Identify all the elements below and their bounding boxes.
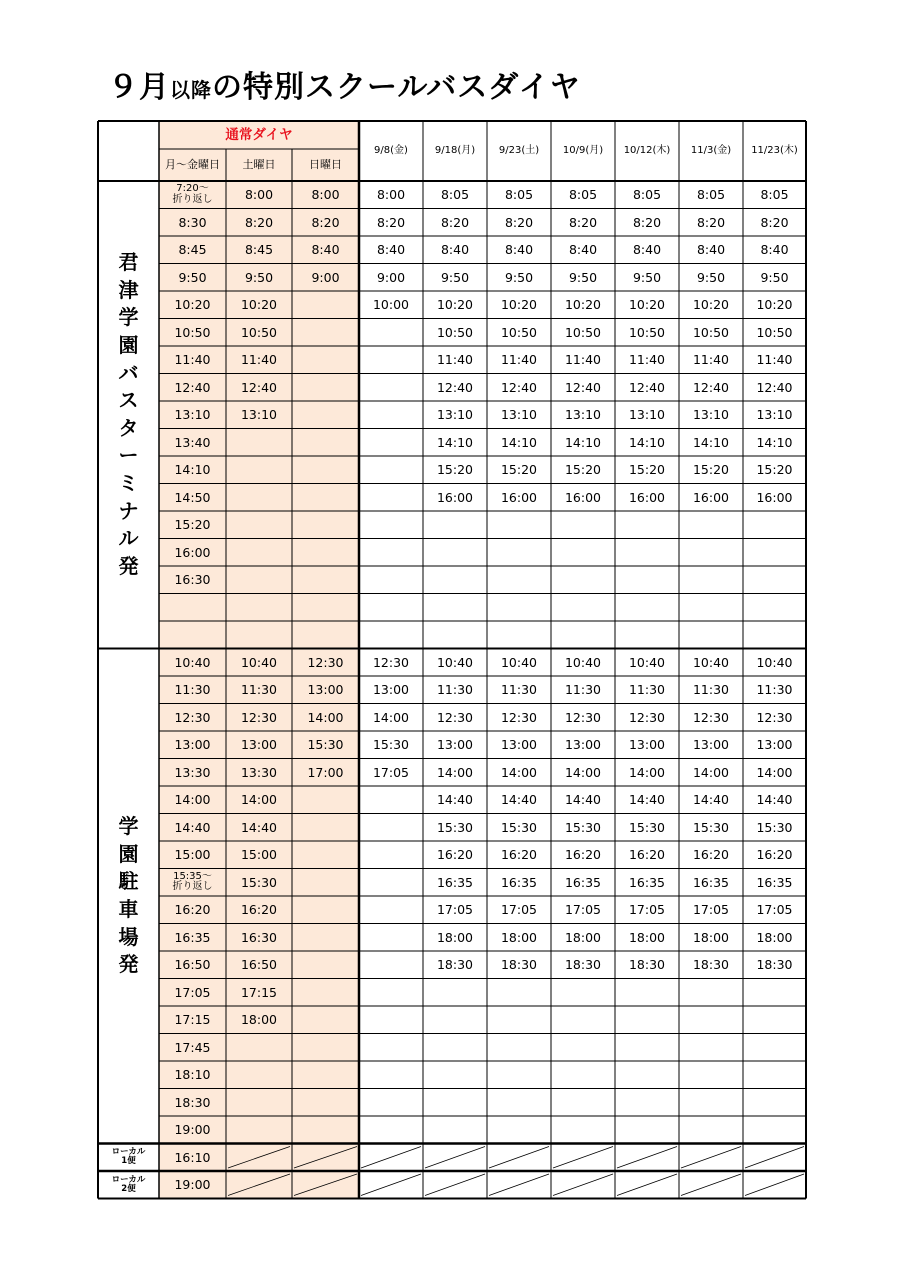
terminal-time: 16:00 <box>564 489 602 505</box>
local-slash <box>489 1174 549 1196</box>
terminal-time: 13:10 <box>240 407 278 423</box>
local-label <box>98 1144 159 1172</box>
terminal-time: 15:20 <box>564 462 602 478</box>
parking-time: 10:40 <box>756 654 793 670</box>
parking-time: 16:50 <box>240 957 278 973</box>
terminal-time: 8:40 <box>311 242 340 258</box>
terminal-time: 9:50 <box>244 269 274 285</box>
terminal-time: 8:45 <box>244 242 274 258</box>
terminal-time: 16:00 <box>174 544 211 560</box>
local-slash <box>553 1174 613 1196</box>
parking-time: 14:00 <box>564 764 602 780</box>
terminal-time: 12:40 <box>500 379 538 395</box>
terminal-time: 14:10 <box>756 434 793 450</box>
parking-time: 14:40 <box>240 819 278 835</box>
parking-time: 18:30 <box>174 1094 211 1110</box>
header-special-date: 9/8(金) <box>374 144 408 156</box>
parking-time: 16:20 <box>240 902 278 918</box>
parking-time: 18:00 <box>436 929 474 945</box>
parking-time: 10:40 <box>240 654 278 670</box>
parking-time: 14:40 <box>500 792 538 808</box>
cell-text-line: 折り返し <box>172 881 213 893</box>
label-char: ナ <box>118 498 139 523</box>
terminal-time: 8:00 <box>244 187 274 203</box>
terminal-time: 10:20 <box>174 297 211 313</box>
parking-time: 15:30 <box>692 819 730 835</box>
terminal-time: 11:40 <box>240 352 278 368</box>
terminal-time: 15:20 <box>692 462 730 478</box>
parking-time: 12:30 <box>628 709 666 725</box>
label-char: 場 <box>118 924 139 949</box>
header-normal-col: 日曜日 <box>309 158 342 172</box>
local-slash <box>745 1147 804 1169</box>
local-slash <box>745 1174 804 1196</box>
parking-time: 11:30 <box>436 682 474 698</box>
parking-time: 14:00 <box>500 764 538 780</box>
parking-time: 10:40 <box>174 654 211 670</box>
terminal-time: 16:00 <box>756 489 793 505</box>
terminal-time: 8:05 <box>504 187 534 203</box>
terminal-time: 16:00 <box>628 489 666 505</box>
parking-time: 14:40 <box>628 792 666 808</box>
label-char: 園 <box>118 332 139 357</box>
terminal-time: 13:10 <box>628 407 666 423</box>
parking-time: 16:20 <box>564 847 602 863</box>
parking-time: 13:00 <box>756 737 793 753</box>
parking-time: 18:30 <box>436 957 474 973</box>
local-time: 16:10 <box>174 1149 211 1165</box>
parking-time: 15:30 <box>307 737 344 753</box>
terminal-time: 8:40 <box>440 242 470 258</box>
parking-time: 15:30 <box>500 819 538 835</box>
header-normal-col: 土曜日 <box>242 158 276 172</box>
cell-text-line: 折り返し <box>172 193 213 205</box>
terminal-time: 13:10 <box>500 407 538 423</box>
parking-time: 17:05 <box>174 984 211 1000</box>
parking-time: 11:30 <box>240 682 278 698</box>
parking-time: 14:00 <box>372 709 410 725</box>
parking-time: 12:30 <box>436 709 474 725</box>
terminal-time: 9:50 <box>568 269 598 285</box>
terminal-time: 10:20 <box>564 297 602 313</box>
parking-time: 13:00 <box>692 737 730 753</box>
parking-time: 18:30 <box>628 957 666 973</box>
parking-time: 17:05 <box>500 902 538 918</box>
parking-time: 17:05 <box>372 764 410 780</box>
terminal-time: 15:20 <box>436 462 474 478</box>
local-slash <box>489 1147 549 1169</box>
parking-time: 15:30 <box>564 819 602 835</box>
terminal-time: 8:00 <box>376 187 406 203</box>
terminal-time: 8:05 <box>632 187 662 203</box>
cell-text-line: ローカル <box>111 1174 146 1185</box>
terminal-time: 15:20 <box>500 462 538 478</box>
parking-time: 14:40 <box>564 792 602 808</box>
cell-text-line: ローカル <box>111 1147 146 1158</box>
terminal-time: 11:40 <box>436 352 474 368</box>
parking-time: 10:40 <box>500 654 538 670</box>
terminal-time: 10:50 <box>436 324 474 340</box>
parking-time: 16:30 <box>240 929 278 945</box>
label-char: バ <box>118 360 139 385</box>
parking-time: 14:40 <box>756 792 793 808</box>
label-char: 学 <box>118 814 139 839</box>
terminal-time: 8:40 <box>760 242 789 258</box>
terminal-time: 11:40 <box>564 352 602 368</box>
terminal-time <box>159 181 226 209</box>
terminal-time: 16:00 <box>500 489 538 505</box>
label-char: ミ <box>118 470 139 495</box>
parking-time: 10:40 <box>628 654 666 670</box>
section-label-terminal <box>98 181 159 649</box>
terminal-time: 8:20 <box>760 214 789 230</box>
terminal-time: 14:50 <box>174 489 211 505</box>
terminal-time: 13:10 <box>174 407 211 423</box>
parking-time: 15:30 <box>240 874 278 890</box>
parking-time: 11:30 <box>174 682 211 698</box>
terminal-time: 8:05 <box>760 187 789 203</box>
terminal-time: 8:40 <box>568 242 598 258</box>
parking-time <box>159 869 226 897</box>
terminal-time: 8:20 <box>244 214 274 230</box>
parking-time: 16:35 <box>436 874 474 890</box>
label-char: ル <box>118 526 139 551</box>
local-slash <box>361 1147 421 1169</box>
parking-time: 12:30 <box>307 654 344 670</box>
terminal-time: 9:50 <box>504 269 534 285</box>
parking-time: 18:30 <box>756 957 793 973</box>
parking-time: 12:30 <box>174 709 211 725</box>
terminal-time: 14:10 <box>174 462 211 478</box>
terminal-time: 14:10 <box>436 434 474 450</box>
parking-time: 17:05 <box>756 902 793 918</box>
terminal-time: 10:50 <box>628 324 666 340</box>
parking-time: 13:00 <box>500 737 538 753</box>
parking-time: 12:30 <box>692 709 730 725</box>
terminal-time: 10:50 <box>564 324 602 340</box>
parking-time: 15:00 <box>174 847 211 863</box>
terminal-time: 10:20 <box>692 297 730 313</box>
terminal-time: 8:05 <box>568 187 598 203</box>
label-char: 車 <box>118 897 139 921</box>
local-slash <box>294 1174 357 1196</box>
terminal-time: 8:20 <box>568 214 598 230</box>
parking-time: 18:00 <box>500 929 538 945</box>
parking-time: 17:15 <box>240 984 278 1000</box>
terminal-time: 8:45 <box>178 242 207 258</box>
terminal-time: 16:30 <box>174 572 211 588</box>
parking-time: 18:00 <box>628 929 666 945</box>
local-time: 19:00 <box>174 1177 211 1193</box>
local-slash <box>294 1147 357 1169</box>
terminal-time: 8:20 <box>632 214 662 230</box>
title-suffix: の特別スクールバスダイヤ <box>212 70 581 105</box>
parking-time: 16:35 <box>564 874 602 890</box>
parking-time: 11:30 <box>756 682 793 698</box>
terminal-time: 12:40 <box>564 379 602 395</box>
parking-time: 18:00 <box>240 1012 278 1028</box>
local-slash <box>228 1174 290 1196</box>
parking-time: 14:00 <box>756 764 793 780</box>
parking-time: 11:30 <box>628 682 666 698</box>
terminal-time: 13:10 <box>756 407 793 423</box>
terminal-time: 15:20 <box>756 462 793 478</box>
local-slash <box>425 1147 485 1169</box>
label-char: 津 <box>118 277 139 302</box>
parking-time: 10:40 <box>436 654 474 670</box>
parking-time: 14:00 <box>436 764 474 780</box>
terminal-time: 13:10 <box>436 407 474 423</box>
terminal-time: 10:00 <box>372 297 410 313</box>
parking-time: 17:05 <box>436 902 474 918</box>
terminal-time: 8:20 <box>504 214 534 230</box>
parking-time: 12:30 <box>564 709 602 725</box>
terminal-time: 8:40 <box>632 242 662 258</box>
parking-time: 13:00 <box>628 737 666 753</box>
terminal-time: 15:20 <box>628 462 666 478</box>
parking-time: 18:00 <box>692 929 730 945</box>
label-char: 発 <box>118 952 139 977</box>
terminal-time: 12:40 <box>692 379 730 395</box>
parking-time: 16:35 <box>692 874 730 890</box>
terminal-time: 9:50 <box>760 269 789 285</box>
header-special-date: 10/9(月) <box>562 144 604 156</box>
parking-time: 11:30 <box>564 682 602 698</box>
parking-time: 16:35 <box>174 929 211 945</box>
header-special-date: 11/3(金) <box>690 144 732 156</box>
parking-time: 13:30 <box>174 764 211 780</box>
terminal-time: 10:50 <box>174 324 211 340</box>
parking-time: 16:20 <box>692 847 730 863</box>
terminal-time: 8:40 <box>376 242 406 258</box>
header-special-date: 10/12(木) <box>623 144 671 156</box>
terminal-time: 13:10 <box>692 407 730 423</box>
parking-time: 14:40 <box>692 792 730 808</box>
label-char: 学 <box>118 305 139 330</box>
terminal-time: 10:50 <box>756 324 793 340</box>
parking-time: 18:10 <box>174 1067 211 1083</box>
parking-time: 13:30 <box>240 764 278 780</box>
terminal-time: 15:20 <box>174 517 211 533</box>
terminal-time: 14:10 <box>564 434 602 450</box>
local-slash <box>681 1147 741 1169</box>
parking-time: 17:45 <box>174 1039 211 1055</box>
header-special-date: 9/18(月) <box>434 144 476 156</box>
terminal-time: 10:20 <box>756 297 793 313</box>
terminal-time: 9:50 <box>440 269 470 285</box>
label-char: ー <box>118 443 139 468</box>
parking-time: 12:30 <box>240 709 278 725</box>
terminal-time: 12:40 <box>174 379 211 395</box>
terminal-time: 8:20 <box>311 214 340 230</box>
parking-time: 14:00 <box>628 764 666 780</box>
terminal-time: 8:20 <box>440 214 470 230</box>
terminal-time: 8:20 <box>696 214 726 230</box>
cell-text-line: 7:20～ <box>176 183 209 195</box>
local-slash <box>361 1174 421 1196</box>
label-char: 君 <box>118 250 139 275</box>
parking-time: 14:40 <box>436 792 474 808</box>
local-slash <box>617 1147 677 1169</box>
parking-time: 18:00 <box>564 929 602 945</box>
terminal-time: 10:50 <box>240 324 278 340</box>
terminal-time: 14:10 <box>692 434 730 450</box>
parking-time: 17:05 <box>564 902 602 918</box>
parking-time: 16:35 <box>500 874 538 890</box>
terminal-time: 9:50 <box>178 269 207 285</box>
parking-time: 11:30 <box>692 682 730 698</box>
terminal-time: 10:20 <box>500 297 538 313</box>
parking-time: 17:15 <box>174 1012 211 1028</box>
cell-text-line: 1便 <box>121 1156 136 1167</box>
parking-time: 18:30 <box>692 957 730 973</box>
terminal-time: 11:40 <box>174 352 211 368</box>
parking-time: 16:20 <box>500 847 538 863</box>
cell-text-line: 15:35～ <box>173 870 212 882</box>
parking-time: 10:40 <box>564 654 602 670</box>
parking-time: 15:30 <box>628 819 666 835</box>
parking-time: 11:30 <box>500 682 538 698</box>
terminal-time: 8:40 <box>504 242 534 258</box>
parking-time: 13:00 <box>436 737 474 753</box>
parking-time: 14:00 <box>692 764 730 780</box>
parking-time: 12:30 <box>500 709 538 725</box>
parking-time: 14:00 <box>307 709 344 725</box>
terminal-time: 10:20 <box>436 297 474 313</box>
terminal-time: 8:00 <box>311 187 340 203</box>
title-small: 以降 <box>170 78 212 102</box>
terminal-time: 11:40 <box>756 352 793 368</box>
parking-time: 15:30 <box>756 819 793 835</box>
local-slash <box>425 1174 485 1196</box>
local-label <box>98 1171 159 1199</box>
parking-time: 13:00 <box>174 737 211 753</box>
terminal-time: 11:40 <box>628 352 666 368</box>
label-char: 駐 <box>118 869 139 894</box>
local-slash <box>681 1174 741 1196</box>
terminal-time: 16:00 <box>436 489 474 505</box>
parking-time: 13:00 <box>564 737 602 753</box>
terminal-time: 8:20 <box>376 214 406 230</box>
parking-time: 15:00 <box>240 847 278 863</box>
label-char: タ <box>118 415 139 440</box>
header-special-date: 11/23(木) <box>751 144 798 156</box>
parking-time: 16:20 <box>436 847 474 863</box>
label-char: 園 <box>118 841 139 866</box>
terminal-time: 8:05 <box>696 187 726 203</box>
local-slash <box>617 1174 677 1196</box>
header-special-date: 9/23(土) <box>498 144 540 156</box>
parking-time: 18:00 <box>756 929 793 945</box>
terminal-time: 14:10 <box>628 434 666 450</box>
terminal-time: 12:40 <box>436 379 474 395</box>
parking-time: 18:30 <box>500 957 538 973</box>
parking-time: 13:00 <box>307 682 344 698</box>
terminal-time: 12:40 <box>240 379 278 395</box>
terminal-time: 14:10 <box>500 434 538 450</box>
label-char: 発 <box>118 553 139 578</box>
parking-time: 15:30 <box>436 819 474 835</box>
parking-time: 17:05 <box>692 902 730 918</box>
local-slash <box>228 1147 290 1169</box>
header-normal-col: 月～金曜日 <box>165 158 220 172</box>
terminal-time: 11:40 <box>500 352 538 368</box>
terminal-time: 9:50 <box>632 269 662 285</box>
section-label-parking <box>98 649 159 1144</box>
label-char: ス <box>118 388 139 413</box>
header-normal-group: 通常ダイヤ <box>225 126 293 143</box>
local-slash <box>553 1147 613 1169</box>
parking-time: 12:30 <box>372 654 410 670</box>
parking-time: 17:05 <box>628 902 666 918</box>
terminal-time: 12:40 <box>628 379 666 395</box>
parking-time: 16:20 <box>174 902 211 918</box>
terminal-time: 13:10 <box>564 407 602 423</box>
parking-time: 13:00 <box>372 682 410 698</box>
terminal-time: 8:05 <box>440 187 470 203</box>
cell-text-line: 2便 <box>121 1183 136 1194</box>
parking-time: 16:35 <box>756 874 793 890</box>
terminal-time: 8:30 <box>178 214 207 230</box>
parking-time: 19:00 <box>174 1122 211 1138</box>
parking-time: 16:20 <box>628 847 666 863</box>
parking-time: 14:00 <box>174 792 211 808</box>
parking-time: 10:40 <box>692 654 730 670</box>
terminal-time: 10:50 <box>500 324 538 340</box>
terminal-time: 9:50 <box>696 269 726 285</box>
terminal-time: 10:20 <box>240 297 278 313</box>
terminal-time: 13:40 <box>174 434 211 450</box>
parking-time: 16:50 <box>174 957 211 973</box>
parking-time: 16:20 <box>756 847 793 863</box>
terminal-time: 9:00 <box>376 269 406 285</box>
parking-time: 17:00 <box>307 764 344 780</box>
title-prefix: ９月 <box>108 70 170 105</box>
terminal-time: 16:00 <box>692 489 730 505</box>
terminal-time: 12:40 <box>756 379 793 395</box>
parking-time: 13:00 <box>240 737 278 753</box>
parking-time: 18:30 <box>564 957 602 973</box>
parking-time: 12:30 <box>756 709 793 725</box>
parking-time: 14:00 <box>240 792 278 808</box>
terminal-time: 8:40 <box>696 242 726 258</box>
terminal-time: 10:50 <box>692 324 730 340</box>
parking-time: 16:35 <box>628 874 666 890</box>
parking-time: 15:30 <box>372 737 410 753</box>
terminal-time: 11:40 <box>692 352 730 368</box>
terminal-time: 9:00 <box>311 269 340 285</box>
parking-time: 14:40 <box>174 819 211 835</box>
terminal-time: 10:20 <box>628 297 666 313</box>
